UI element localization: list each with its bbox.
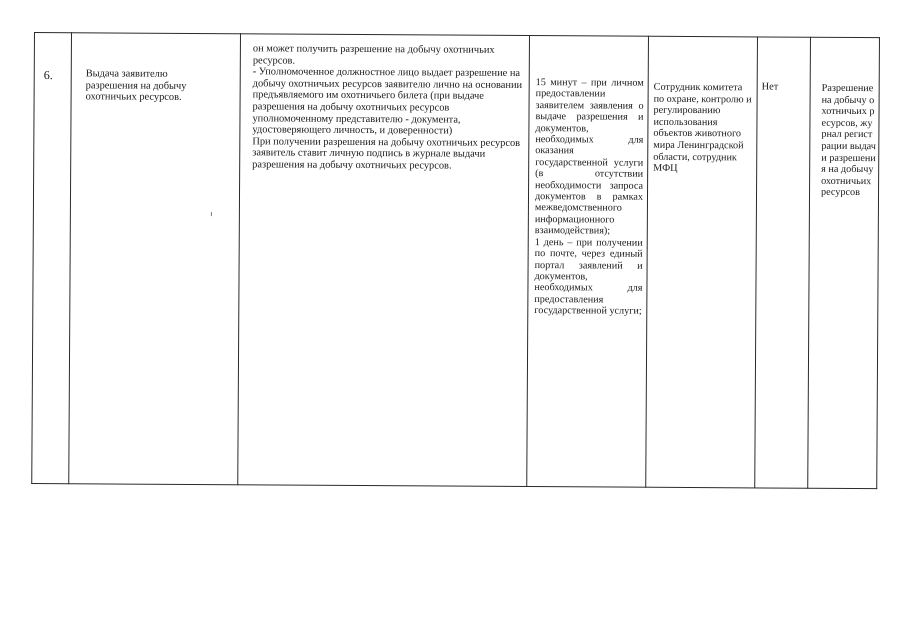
- column-divider: [237, 33, 241, 485]
- table-top-border: [34, 32, 880, 38]
- column-divider: [645, 36, 649, 488]
- term-cell: [534, 77, 643, 317]
- term-paragraph: 15 минут – при личном предоставлении заявителем заявления о выдаче разрешения и документов, необходимых для оказания государственной услуги (в отсутствии необходимости запроса документов в рамках межведомственного информационного взаимодействия);: [534, 77, 644, 237]
- procedure-paragraph: он может получить разрешение на добычу охотничьих ресурсов.: [252, 43, 495, 67]
- result-forms-cell: Разрешение на добычу охотничьих ресурсов, журнал регистрации выдачи разрешения на добычу охотничьих ресурсов: [820, 82, 876, 199]
- procedure-table: [31, 32, 880, 489]
- column-divider: [754, 36, 758, 488]
- responsible-cell: Сотрудник комитета по охране, контролю и регулированию использования объектов животного мира Ленинградской области, сотрудник МФЦ: [653, 81, 752, 175]
- column-divider: [68, 32, 72, 484]
- scan-speck: [211, 212, 212, 216]
- procedure-paragraph: При получении разрешения на добычу охотничьих ресурсов заявитель ставит личную подпись в журнале выдачи разрешения на добычу охотничьих ресурсов.: [252, 136, 521, 172]
- row-number: 6.: [43, 68, 53, 83]
- procedure-cell: [252, 43, 529, 172]
- column-divider: [807, 37, 811, 489]
- term-paragraph: 1 день – при получении по почте, через единый портал заявлений и документов, необходимых для предоставления государственной услуги;: [534, 236, 643, 317]
- resources-cell: Нет: [761, 81, 779, 93]
- table-left-border: [31, 32, 35, 484]
- table-bottom-border: [31, 483, 877, 489]
- service-name-cell: Выдача заявителю разрешения на добычу охотничьих ресурсов.: [85, 68, 187, 104]
- procedure-paragraph: - Уполномоченное должностное лицо выдает разрешение на добычу охотничьих ресурсов заявителю лично на основании предъявляемого им охотничьего билета (при выдаче разрешения на добычу охотничьих ресурсов уполномоченному представителю - документа, удостоверяющего личность, и доверенности): [252, 66, 523, 137]
